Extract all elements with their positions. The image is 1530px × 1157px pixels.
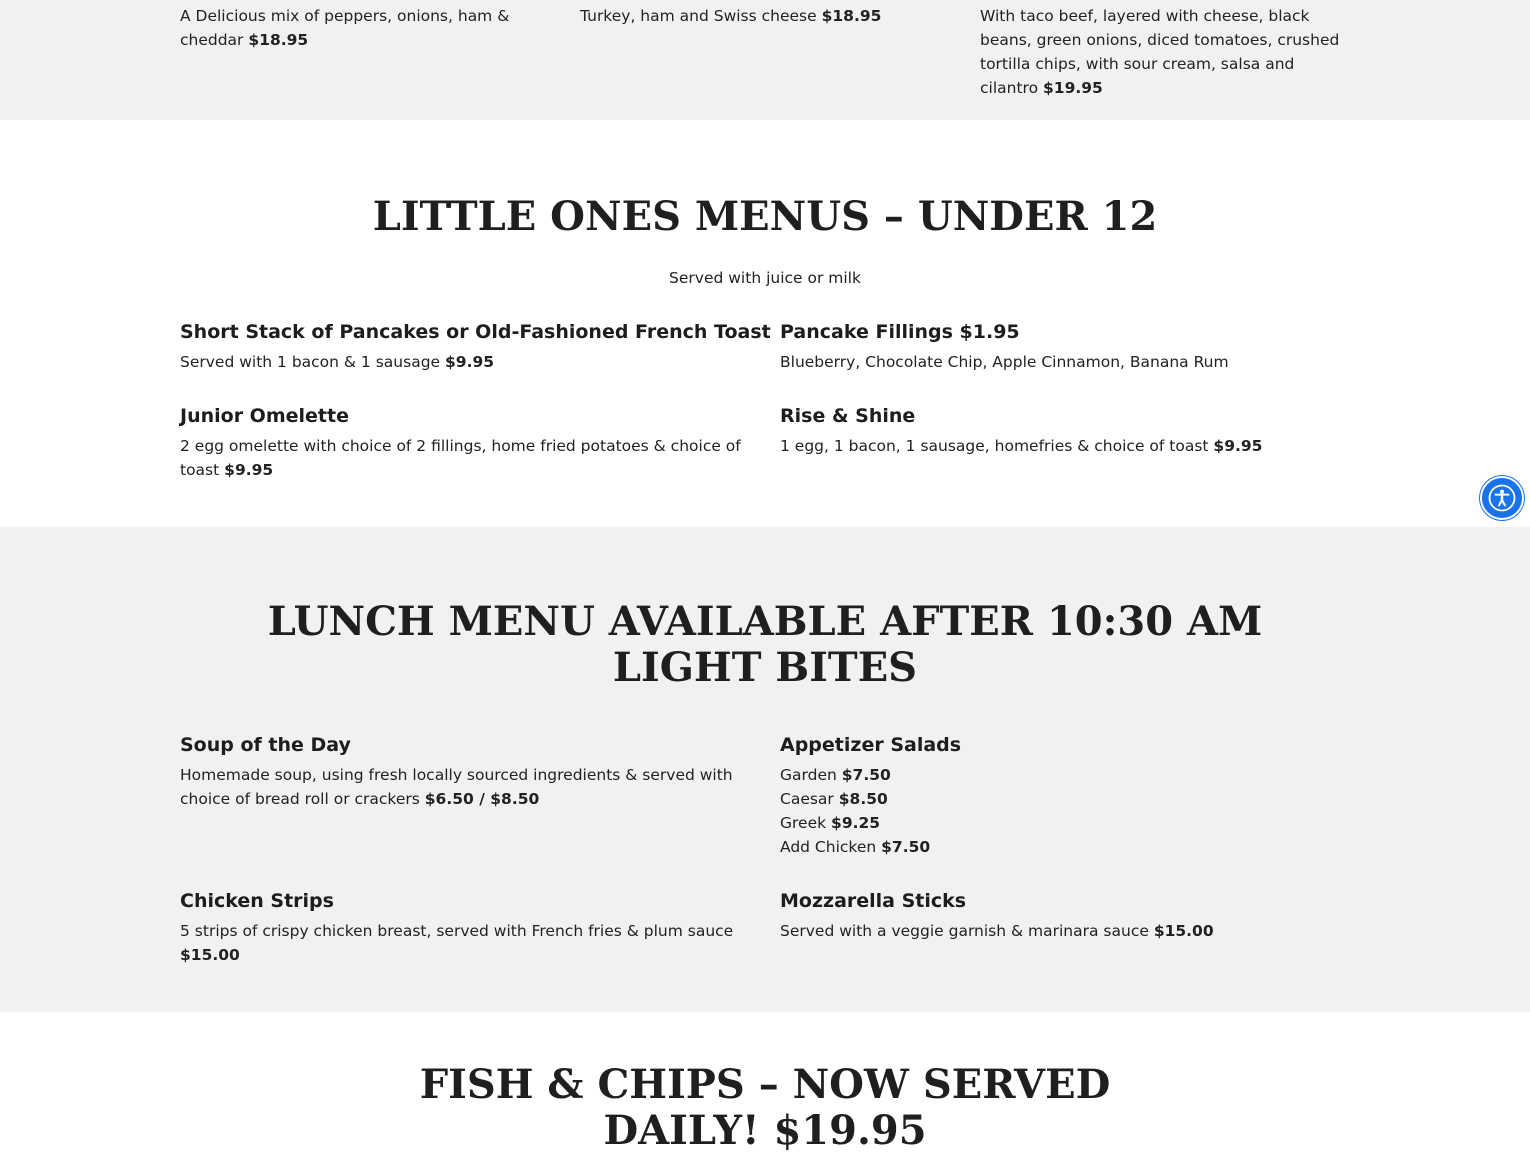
menu-item [780,733,1340,859]
menu-item [980,4,1350,100]
item-price: $7.50 [841,766,891,784]
section-title [0,1062,1530,1154]
item-price: $6.50 / $8.50 [424,790,540,808]
item-description: Homemade soup, using fresh locally sourced ingredients & served with choice of bread roll or crackers $6.50 / $8.50 [180,766,733,808]
item-description: 5 strips of crispy chicken breast, served with French fries & plum sauce $15.00 [180,922,734,964]
item-description: 2 egg omelette with choice of 2 fillings, home fried potatoes & choice of toast $9.95 [180,437,741,479]
menu-item [180,889,740,967]
item-description: Served with 1 bacon & 1 sausage $9.95 [180,353,495,371]
item-description: A Delicious mix of peppers, onions, ham & cheddar $18.95 [180,7,510,49]
menu-item [180,320,771,374]
item-price: $15.00 [180,946,240,964]
section-title-line: DAILY! $19.95 [603,1107,927,1154]
item-price: $19.95 [1043,79,1103,97]
menu-item [180,4,540,52]
item-title: Short Stack of Pancakes or Old-Fashioned French Toast [180,321,771,343]
item-price: $9.95 [224,461,274,479]
previous-section [0,0,1530,120]
item-description: Served with a veggie garnish & marinara sauce $15.00 [780,922,1214,940]
accessibility-icon [1487,483,1517,513]
menu-item [180,733,740,811]
item-description: With taco beef, layered with cheese, black beans, green onions, diced tomatoes, crushed tortilla chips, with sour cream, salsa and cilantro $19.95 [980,7,1340,97]
item-title: Soup of the Day [180,734,351,756]
salad-option: Garden $7.50 [780,766,891,784]
item-description: Turkey, ham and Swiss cheese $18.95 [580,7,882,25]
section-title-line: FISH & CHIPS – NOW SERVED [419,1061,1111,1108]
item-price: $18.95 [248,31,309,49]
salad-option: Greek $9.25 [780,814,881,832]
item-title: Rise & Shine [780,405,916,427]
salad-option: Add Chicken $7.50 [780,838,931,856]
item-price: $9.95 [445,353,495,371]
salad-option: Caesar $8.50 [780,790,888,808]
section-title: LITTLE ONES MENUS – UNDER 12 [372,193,1158,240]
item-price: $18.95 [821,7,882,25]
menu-item [580,4,960,28]
little-ones-section [0,120,1530,527]
item-title: Appetizer Salads [780,734,962,756]
menu-item [180,404,760,482]
item-description: 1 egg, 1 bacon, 1 sausage, homefries & choice of toast $9.95 [780,437,1263,455]
section-title [0,599,1530,691]
item-title: Chicken Strips [180,890,334,912]
item-price: $8.50 [838,790,888,808]
menu-item [780,889,1340,943]
item-price: $9.95 [1213,437,1263,455]
section-subtitle: Served with juice or milk [669,269,861,287]
item-title: Junior Omelette [180,405,349,427]
lunch-section [0,527,1530,1012]
accessibility-button[interactable] [1480,476,1524,520]
section-title-line: LUNCH MENU AVAILABLE AFTER 10:30 AM [267,598,1263,645]
item-title: Pancake Fillings $1.95 [780,321,1020,343]
section-title-line: LIGHT BITES [612,644,918,691]
menu-item [780,320,1350,374]
item-price: $15.00 [1153,922,1214,940]
item-description: Blueberry, Chocolate Chip, Apple Cinnamon, Banana Rum [780,353,1229,371]
item-price: $9.25 [831,814,881,832]
item-title: Mozzarella Sticks [780,890,967,912]
fish-and-chips-section [0,1012,1530,1157]
menu-item [780,404,1300,458]
item-price: $7.50 [881,838,931,856]
